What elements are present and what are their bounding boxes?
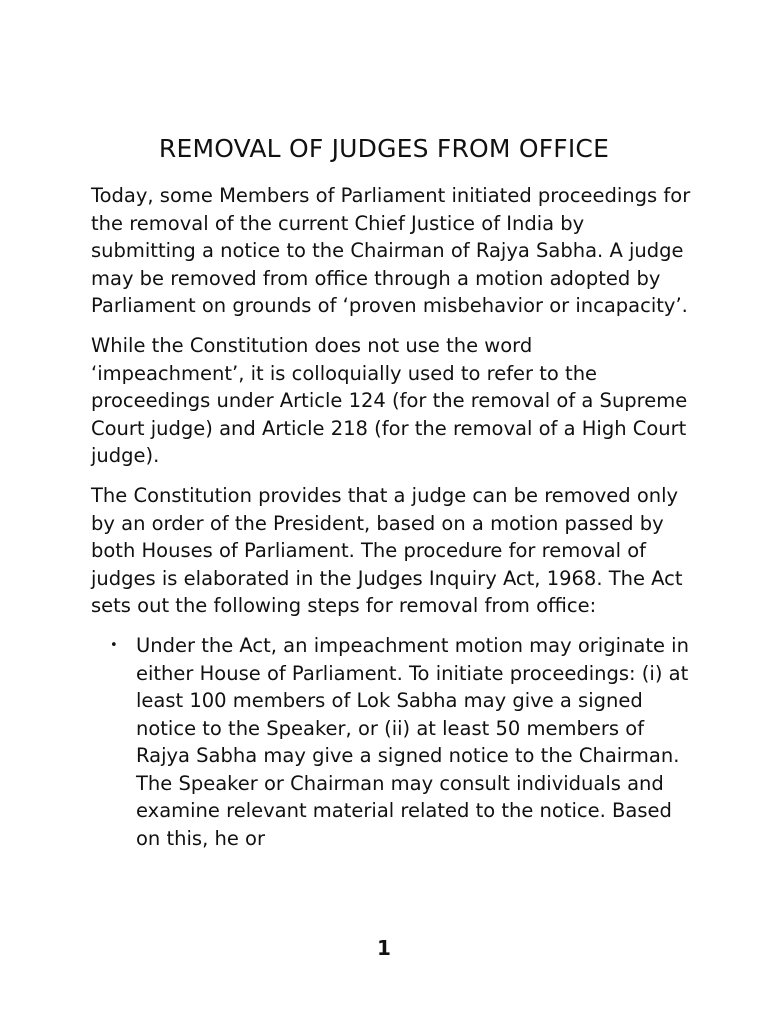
list-item [91,632,691,853]
bullet-marker: • [110,637,118,653]
document-body [91,182,691,853]
paragraph-intro: Today, some Members of Parliament initiated proceedings for the removal of the current Chief Justice of India by submitting a notice to the Chairman of Rajya Sabha. A judge may be removed from office through a motion adopted by Parliament on grounds of ‘proven misbehavior or incapacity’. [91,184,691,318]
page-number: 1 [377,936,391,960]
paragraph-impeachment: While the Constitution does not use the word ‘impeachment’, it is colloquially used to refer to the proceedings under Article 124 (for the removal of a Supreme Court judge) and Article 218 (for the removal of a High Court judge). [91,333,688,468]
document-title: REMOVAL OF JUDGES FROM OFFICE [158,134,610,163]
steps-list [91,632,691,853]
paragraph-constitution: The Constitution provides that a judge can be removed only by an order of the President, based on a motion passed by both Houses of Parliament. The procedure for removal of judges is elaborated in the Judges Inquiry Act, 1968. The Act sets out the following steps for removal from office: [91,483,683,618]
list-item-text: Under the Act, an impeachment motion may originate in either House of Parliament. To initiate proceedings: (i) at least 100 members of Lok Sabha may give a signed notice to the Speaker, or (ii) at least 50 members of Rajya Sabha may give a signed notice to the Chairman. The Speaker or Chairman may consult individuals and examine relevant material related to the notice. Based on this, he or [136,633,689,851]
